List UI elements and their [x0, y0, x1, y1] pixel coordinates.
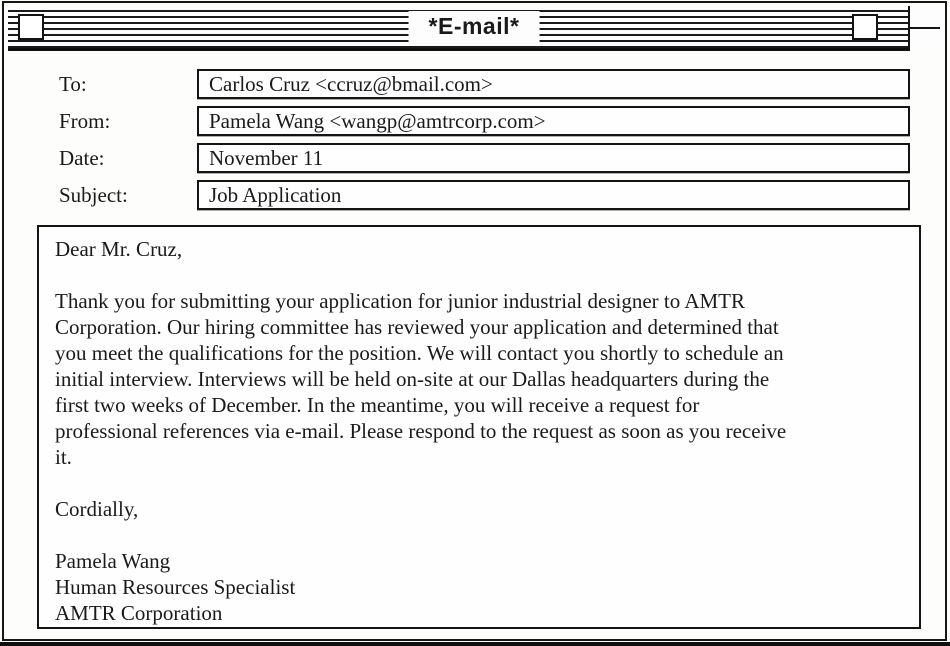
zoom-button[interactable]: [852, 14, 878, 40]
to-input[interactable]: Carlos Cruz <ccruz@bmail.com>: [197, 69, 910, 99]
collapse-button[interactable]: [908, 6, 940, 51]
message-body: [37, 225, 921, 629]
subject-input[interactable]: Job Application: [197, 180, 910, 210]
date-input[interactable]: November 11: [197, 143, 910, 173]
collapse-button-divider: [910, 27, 940, 29]
close-button[interactable]: [18, 14, 44, 40]
to-label: To:: [59, 71, 87, 96]
body-line: Thank you for submitting your application for junior industrial designer to AMTR: [55, 289, 745, 313]
scan-edge: [0, 642, 950, 646]
body-line-salutation: Dear Mr. Cruz,: [55, 237, 183, 261]
date-label: Date:: [59, 145, 105, 170]
field-row-from: [4, 106, 945, 136]
body-line: it.: [55, 445, 72, 469]
body-line: initial interview. Interviews will be held on-site at our Dallas headquarters during the: [55, 367, 770, 391]
body-line-signature-title: Human Resources Specialist: [55, 575, 296, 599]
body-line-blank: [55, 470, 899, 496]
body-line-signature-company: AMTR Corporation: [55, 601, 223, 625]
window-title: *E-mail*: [409, 11, 540, 42]
title-bar: [8, 6, 940, 51]
body-line: professional references via e-mail. Please respond to the request as soon as you receive: [55, 419, 787, 443]
subject-label: Subject:: [59, 182, 128, 207]
body-line-closing: Cordially,: [55, 497, 139, 521]
body-line-blank: [55, 522, 899, 548]
body-line: you meet the qualifications for the position. We will contact you shortly to schedule an: [55, 341, 784, 365]
field-row-to: [4, 69, 945, 99]
body-line-signature-name: Pamela Wang: [55, 549, 171, 573]
email-window: [2, 1, 947, 641]
field-row-date: [4, 143, 945, 173]
from-label: From:: [59, 108, 111, 133]
body-line: first two weeks of December. In the meantime, you will receive a request for: [55, 393, 700, 417]
body-line-blank: [55, 262, 899, 288]
body-line: Corporation. Our hiring committee has reviewed your application and determined that: [55, 315, 779, 339]
from-input[interactable]: Pamela Wang <wangp@amtrcorp.com>: [197, 106, 910, 136]
field-row-subject: [4, 180, 945, 210]
